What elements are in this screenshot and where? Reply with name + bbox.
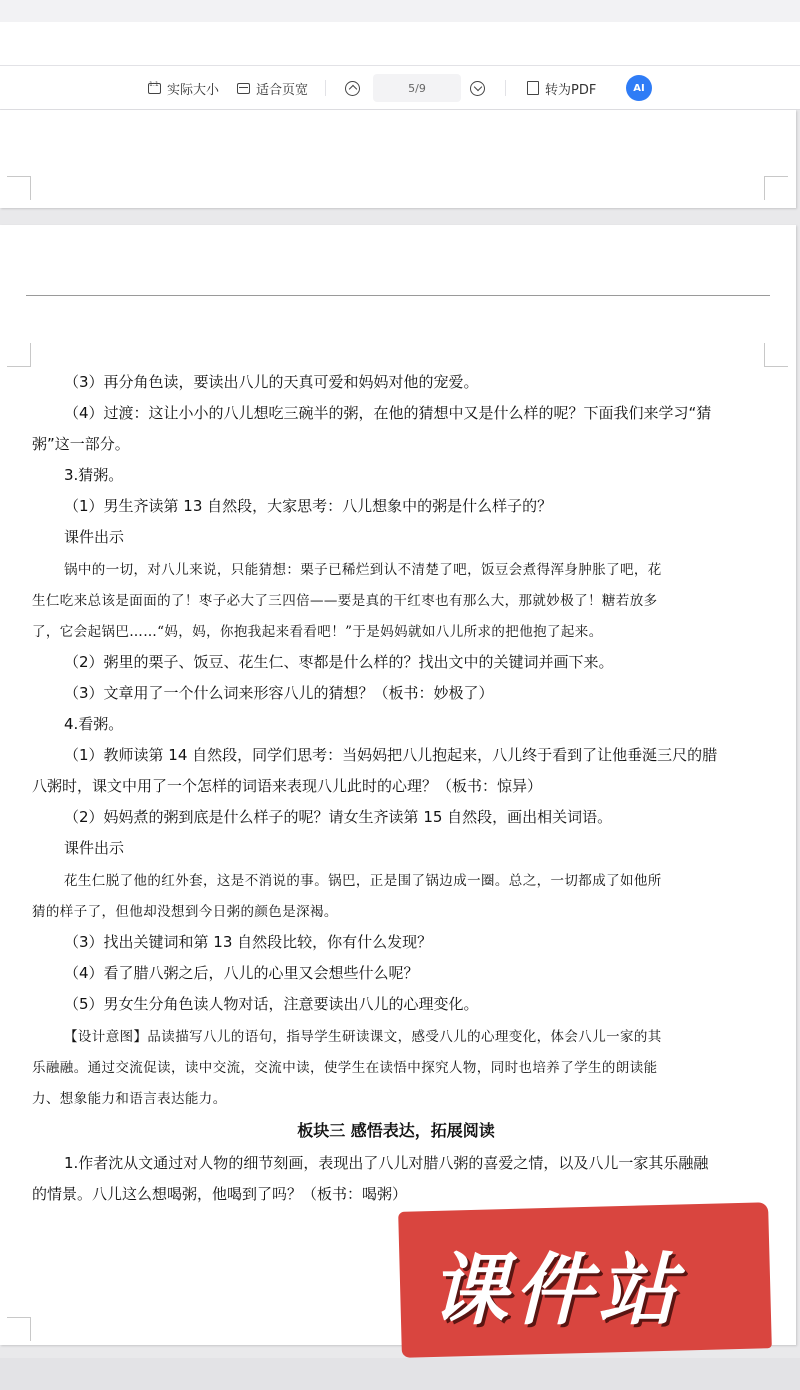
previous-page [0, 110, 796, 208]
document-page [0, 225, 796, 1345]
text-line: 课件出示 [64, 528, 125, 546]
quote-line: 了，它会起锅巴……“妈，妈，你抱我起来看看吧！”于是妈妈就如八儿所求的把他抱了起来。 [32, 624, 603, 640]
next-page-button[interactable] [470, 66, 485, 110]
text-line: （1）教师读第 14 自然段，同学们思考：当妈妈把八儿抱起来，八儿终于看到了让他垂涎三尺的腊 [64, 746, 718, 764]
text-line: 粥”这一部分。 [32, 435, 130, 453]
page-corner-mark [7, 343, 31, 367]
actual-size-icon [148, 83, 161, 94]
text-line: （2）妈妈煮的粥到底是什么样子的呢？请女生齐读第 15 自然段，画出相关词语。 [64, 808, 613, 826]
actual-size-button[interactable] [148, 66, 219, 110]
design-intent-line: 【设计意图】品读描写八儿的语句，指导学生研读课文，感受八儿的心理变化，体会八儿一家的其 [64, 1029, 662, 1045]
toolbar-divider [505, 80, 506, 96]
quote-line: 生仁吃来总该是面面的了！枣子必大了三四倍——要是真的干红枣也有那么大，那就妙极了！糖若放多 [32, 593, 658, 609]
fit-width-icon [237, 83, 250, 94]
toolbar-divider [325, 80, 326, 96]
text-line: （3）找出关键词和第 13 自然段比较，你有什么发现？ [64, 933, 433, 951]
header-rule [26, 295, 770, 296]
top-strip [0, 0, 800, 22]
page-corner-mark [764, 343, 788, 367]
text-line: （5）男女生分角色读人物对话，注意要读出八儿的心理变化。 [64, 995, 479, 1013]
section-heading: 板块三 感悟表达，拓展阅读 [297, 1121, 495, 1140]
text-line: （4）过渡：这让小小的八儿想吃三碗半的粥，在他的猜想中又是什么样的呢？下面我们来学习“猜 [64, 404, 712, 422]
text-line: 的情景。八儿这么想喝粥，他喝到了吗？（板书：喝粥） [32, 1185, 408, 1203]
text-line: （1）男生齐读第 13 自然段，大家思考：八儿想象中的粥是什么样子的？ [64, 497, 553, 515]
quote-line: 锅中的一切，对八儿来说，只能猜想：栗子已稀烂到认不清楚了吧，饭豆会煮得浑身肿胀了吧，花 [64, 562, 662, 578]
page-corner-mark [764, 176, 788, 200]
prev-page-button[interactable] [345, 66, 360, 110]
quote-line: 花生仁脱了他的红外套，这是不消说的事。锅巴，正是围了锅边成一圈。总之，一切都成了如他所 [64, 873, 662, 889]
quote-line: 猜的样子了，但他却没想到今日粥的颜色是深褐。 [32, 904, 338, 920]
page-indicator[interactable]: 5/9 [373, 74, 461, 102]
pdf-icon [527, 81, 539, 95]
text-line: 3.猜粥。 [64, 466, 124, 484]
fit-width-label: 适合页宽 [256, 82, 309, 98]
chevron-down-icon [470, 81, 485, 96]
text-line: （3）再分角色读，要读出八儿的天真可爱和妈妈对他的宠爱。 [64, 373, 479, 391]
actual-size-label: 实际大小 [167, 82, 220, 98]
ai-assistant-button[interactable]: AI [626, 75, 652, 101]
page-corner-mark [7, 176, 31, 200]
text-line: 4.看粥。 [64, 715, 124, 733]
bottom-strip [0, 1358, 800, 1390]
watermark-text: 课件站 [430, 1246, 683, 1336]
text-line: （2）粥里的栗子、饭豆、花生仁、枣都是什么样的？找出文中的关键词并画下来。 [64, 653, 614, 671]
design-intent-line: 力、想象能力和语言表达能力。 [32, 1091, 227, 1107]
fit-width-button[interactable] [237, 66, 308, 110]
text-line: （4）看了腊八粥之后，八儿的心里又会想些什么呢？ [64, 964, 419, 982]
design-intent-line: 乐融融。通过交流促读，读中交流，交流中读，使学生在读悟中探究人物，同时也培养了学生的朗读能 [32, 1060, 658, 1076]
text-line: 课件出示 [64, 839, 125, 857]
text-line: 1.作者沈从文通过对人物的细节刻画，表现出了八儿对腊八粥的喜爱之情，以及八儿一家其乐融融 [64, 1154, 709, 1172]
text-line: 八粥时，课文中用了一个怎样的词语来表现八儿此时的心理？（板书：惊异） [32, 777, 543, 795]
viewer-toolbar [0, 66, 800, 110]
header-bar [0, 22, 800, 66]
chevron-up-icon [345, 81, 360, 96]
convert-pdf-label: 转为PDF [545, 82, 597, 98]
page-corner-mark [7, 1317, 31, 1341]
text-line: （3）文章用了一个什么词来形容八儿的猜想？（板书：妙极了） [64, 684, 494, 702]
convert-pdf-button[interactable] [527, 66, 596, 110]
